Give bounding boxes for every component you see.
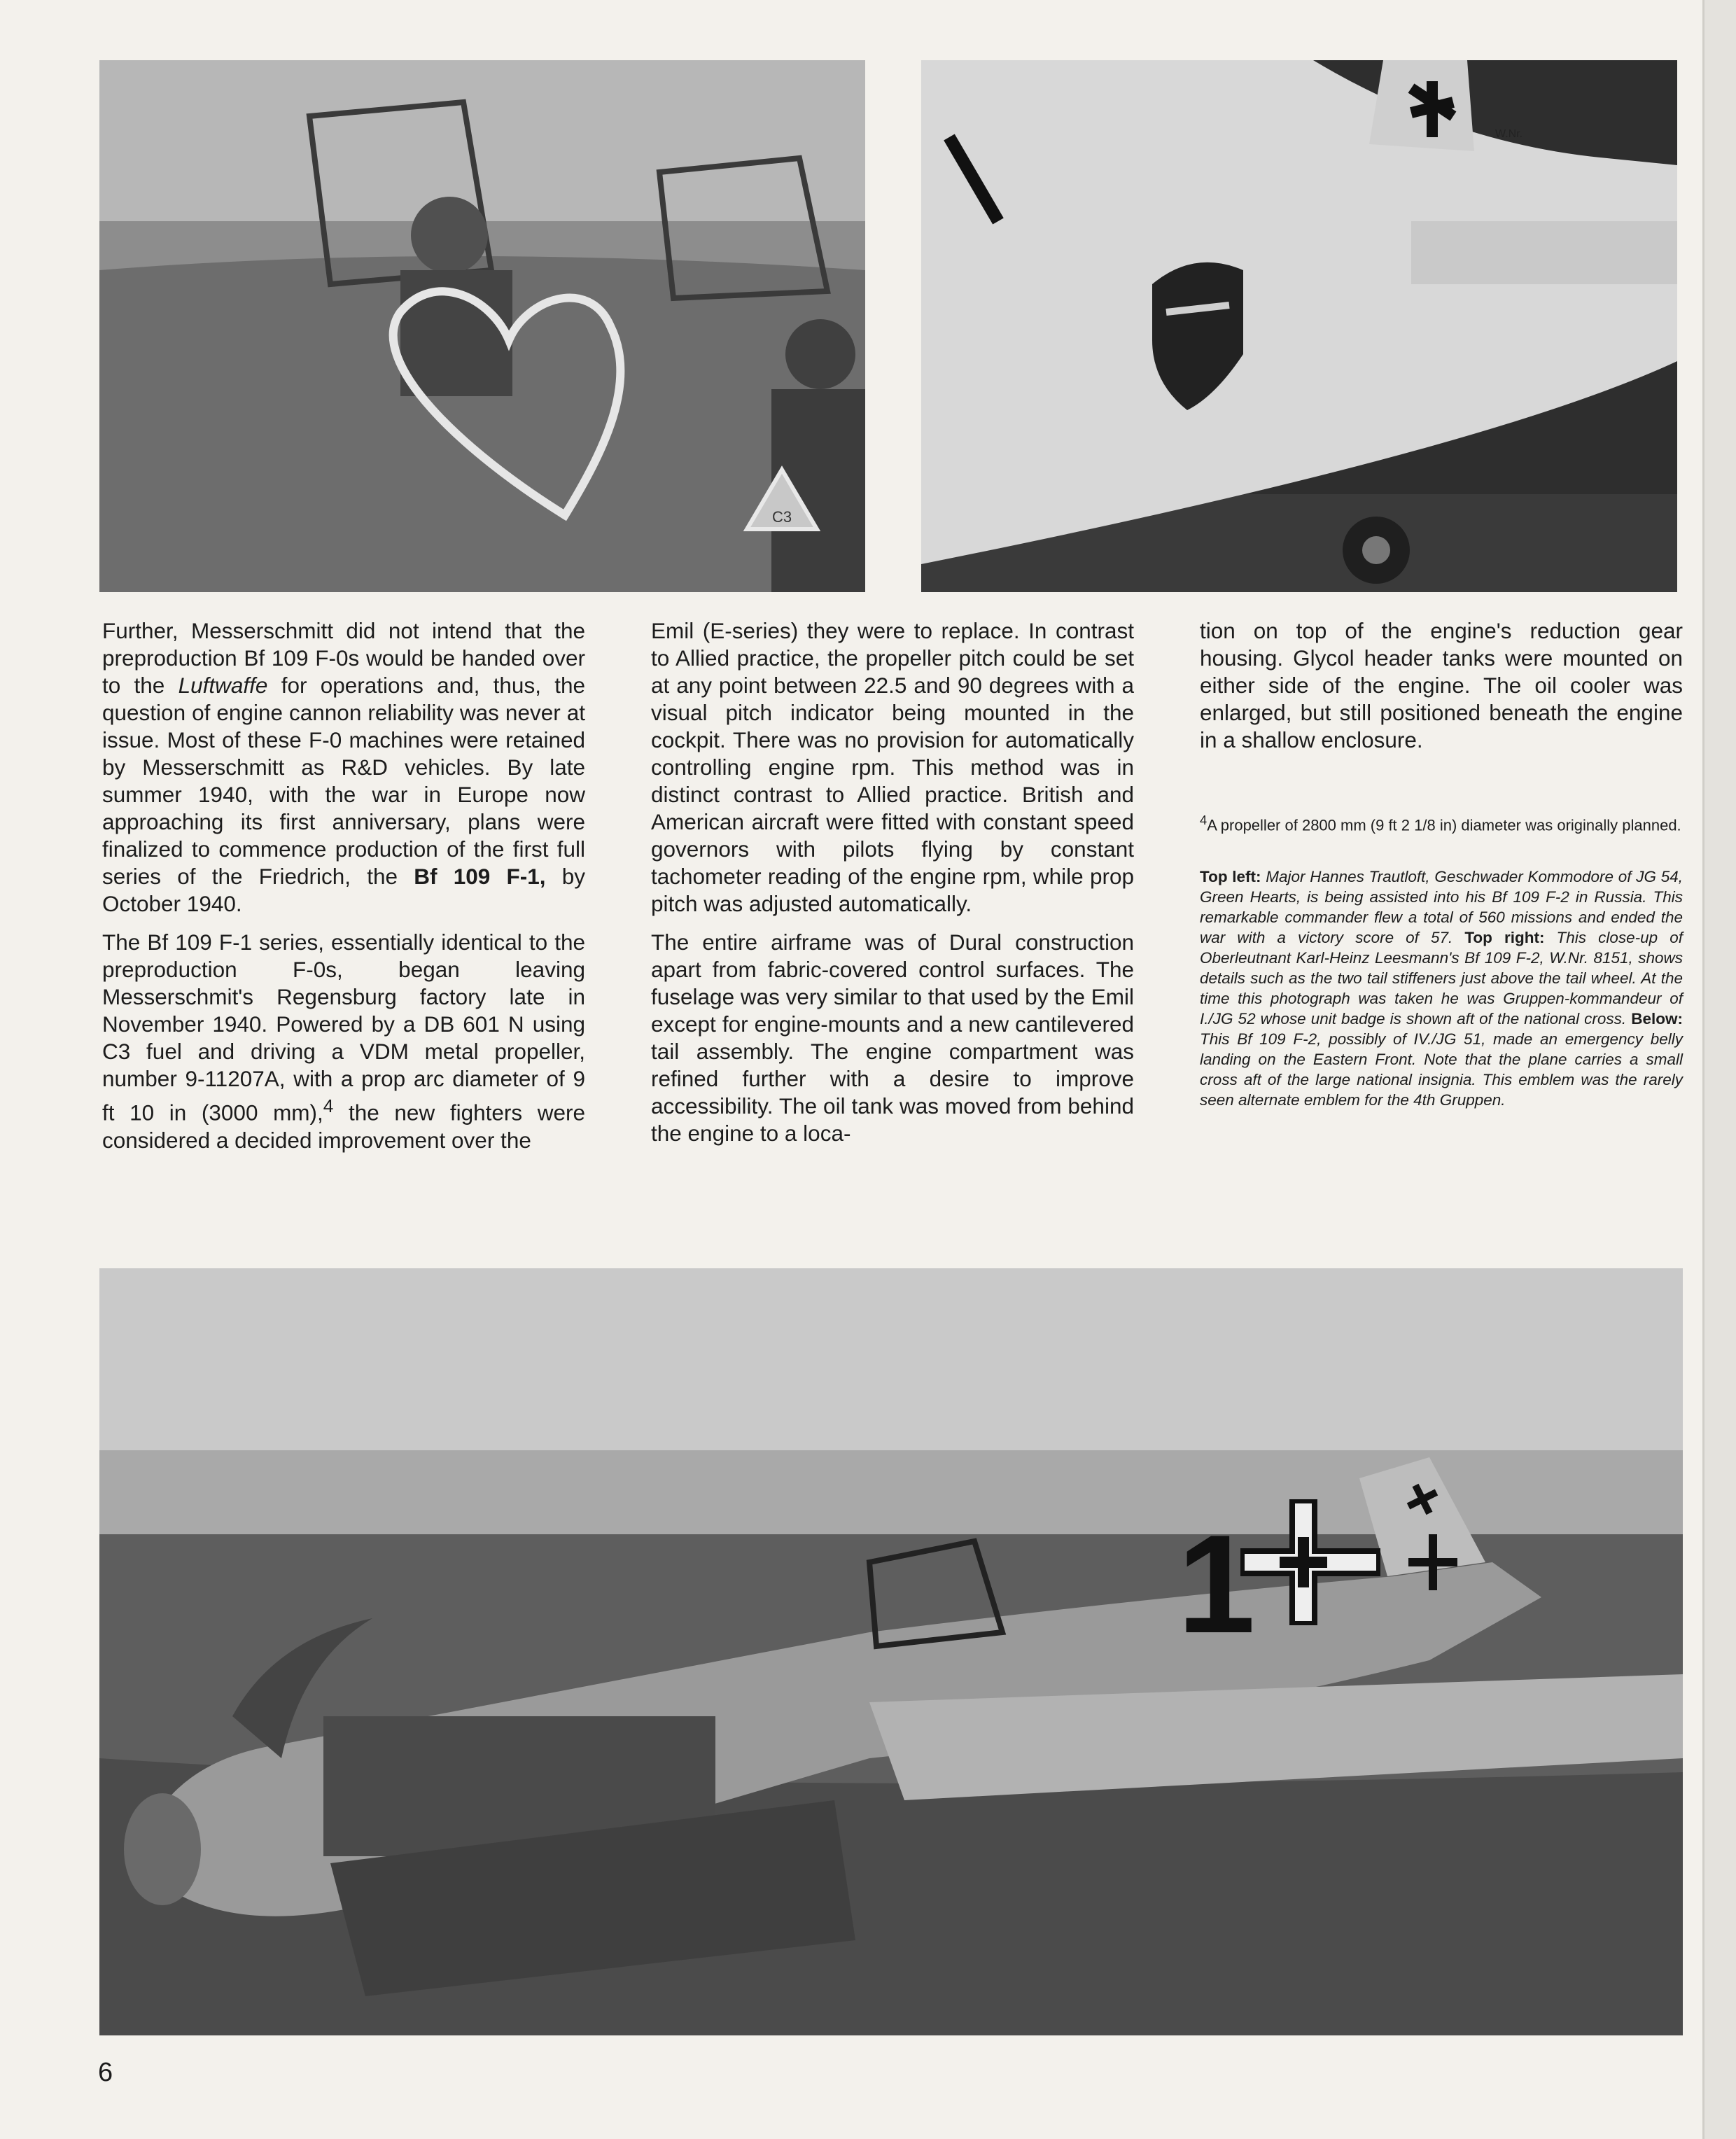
column2-paragraph-2: The entire airframe was of Dural construction apart from fabric-covered control surfaces. The fuselage was very similar to that used by the Emil except for engine-mounts and a new cantilevered tail assembly. The engine compartment was refined further with a desire to improve accessibility. The oil tank was moved from behind the engine to a loca- — [651, 930, 1134, 1146]
photo-bottom — [99, 1268, 1683, 2035]
heart-triangle-label: C3 — [771, 508, 792, 526]
page-number: 6 — [98, 2058, 113, 2087]
fuselage-number: 1 — [1177, 1506, 1256, 1662]
footnote-text: A propeller of 2800 mm (9 ft 2 1/8 in) diameter was originally planned. — [1207, 816, 1681, 834]
text-run: by October 1940. — [102, 864, 585, 916]
caption-label-top-right: Top right: — [1464, 929, 1545, 946]
body-column-3 — [1200, 617, 1683, 765]
tail-wnr-text: W.Nr. — [1495, 128, 1523, 140]
body-column-1 — [102, 617, 585, 1165]
photo-top-right — [921, 60, 1677, 592]
caption-label-top-left: Top left: — [1200, 868, 1261, 885]
footnote-reference: 4 — [323, 1095, 334, 1116]
caption-text: Major Hannes Trautloft, Geschwader Kommodore of JG 54, Green Hearts, is being assisted into his Bf 109 F-2 in Russia. This remarkable commander flew a total of 560 missions and ended the war with a victory score of 57. — [1200, 868, 1683, 946]
column2-paragraph-1: Emil (E-series) they were to replace. In contrast to Allied practice, the propeller pitch could be set at any point between 22.5 and 90 degrees with a visual pitch indicator being mounted in the cockpit. There was no provision for automatically controlling engine rpm. This method was in distinct contrast to Allied practice. British and American aircraft were fitted with constant speed governors with pilots flying by constant tachometer reading of the engine rpm, while prop pitch was adjusted automatically. — [651, 618, 1134, 916]
caption-label-below: Below: — [1631, 1010, 1683, 1028]
caption-text: This close-up of Oberleutnant Karl-Heinz Leesmann's Bf 109 F-2, W.Nr. 8151, shows details such as the two tail stiffeners just above the tail wheel. At the time this photograph was taken he was Gruppen-kommandeur of I./JG 52 whose unit badge is shown aft of the national cross. — [1200, 929, 1684, 1028]
page-edge — [1702, 0, 1736, 2139]
footnote-mark: 4 — [1200, 813, 1208, 827]
column3-paragraph-1: tion on top of the engine's reduction gear housing. Glycol header tanks were mounted on either side of the engine. The oil cooler was enlarged, but still positioned beneath the engine in a shallow enclosure. — [1200, 618, 1683, 752]
text-run: The Bf 109 F-1 series, essentially identical to the preproduction F-0s, began leaving Messerschmit's Regensburg factory late in November 1940. Powered by a DB 601 N using C3 fuel and driving a VDM metal propeller, number 9-11207A, with a prop arc diameter of 9 ft 10 in (3000 mm), — [102, 930, 585, 1125]
caption-text: This Bf 109 F-2, possibly of IV./JG 51, made an emergency belly landing on the Eastern Front. Note that the plane carries a small cross aft of the large national insignia. This emblem was the rarely seen alternate emblem for the 4th Gruppen. — [1200, 1030, 1683, 1109]
body-column-2 — [651, 617, 1134, 1158]
text-run: the new fighters were considered a decided improvement over the — [102, 1100, 585, 1153]
text-run: Further, Messerschmitt did not intend that the preproduction Bf 109 F-0s would be handed over to the — [102, 618, 585, 698]
footnote — [1200, 811, 1683, 835]
column1-paragraph-2 — [102, 929, 585, 1154]
photo-caption — [1200, 867, 1683, 1110]
photo-top-left — [99, 60, 865, 592]
text-run: for operations and, thus, the question of engine cannon reliability was never at issue. Most of these F-0 machines were retained by Messerschmitt as R&D vehicles. By late summer 1940, with the war in Europe now approaching its first anniversary, plans were finalized to commence production of the first full series of the Friedrich, the — [102, 673, 585, 889]
text-run-bold: Bf 109 F-1, — [414, 864, 546, 889]
column1-paragraph-1 — [102, 617, 585, 918]
text-run-italic: Luftwaffe — [178, 673, 268, 698]
